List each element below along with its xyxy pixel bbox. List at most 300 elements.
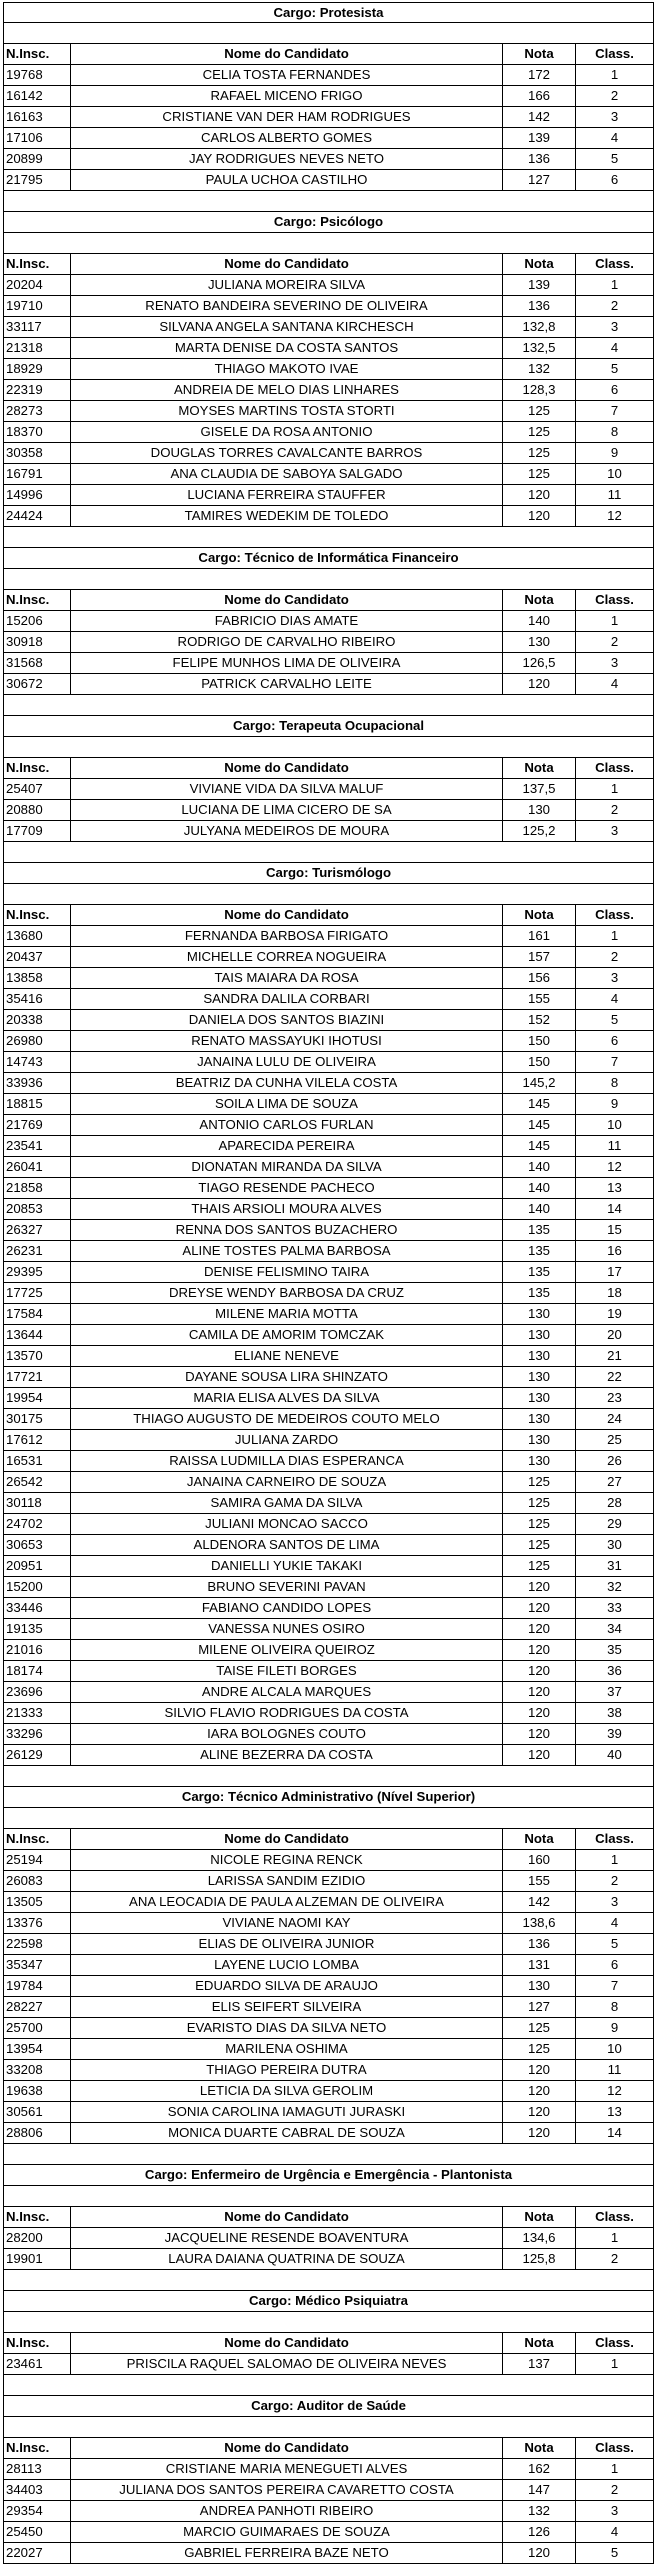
nota-cell: 145 [502,1115,575,1135]
classe-cell: 2 [575,2249,653,2269]
spacer-row [3,2186,654,2207]
nome-cell: PAULA UCHOA CASTILHO [70,170,502,190]
insc-cell: 17721 [6,1369,43,1384]
classe-cell: 3 [575,317,653,337]
candidate-row [3,1430,654,1451]
spacer-row [3,2270,654,2291]
insc-cell: 13505 [6,1894,43,1909]
nota-cell: 140 [502,1199,575,1219]
candidate-row [3,128,654,149]
nota-cell: 150 [502,1031,575,1051]
candidate-row [3,2081,654,2102]
nota-cell: 140 [502,611,575,631]
header-classe: Class. [575,254,653,274]
header-nome: Nome do Candidato [70,2438,502,2458]
nota-cell: 120 [502,2060,575,2080]
candidate-row [3,1955,654,1976]
nome-cell: MARTA DENISE DA COSTA SANTOS [70,338,502,358]
insc-cell: 26980 [6,1033,43,1048]
classe-cell: 5 [575,1934,653,1954]
nome-cell: LUCIANA FERREIRA STAUFFER [70,485,502,505]
insc-cell: 33117 [6,319,42,334]
nota-cell: 132 [502,359,575,379]
classe-cell: 5 [575,149,653,169]
nome-cell: ANA CLAUDIA DE SABOYA SALGADO [70,464,502,484]
classe-cell: 4 [575,1913,653,1933]
nome-cell: DAYANE SOUSA LIRA SHINZATO [70,1367,502,1387]
classe-cell: 35 [575,1640,653,1660]
nota-cell: 127 [502,1997,575,2017]
nota-cell: 120 [502,2081,575,2101]
classe-cell: 31 [575,1556,653,1576]
nome-cell: SANDRA DALILA CORBARI [70,989,502,1009]
nota-cell: 132,5 [502,338,575,358]
classe-cell: 34 [575,1619,653,1639]
spacer-row [3,2312,654,2333]
insc-cell: 24702 [6,1516,43,1531]
classe-cell: 1 [575,275,653,295]
candidate-row [3,1115,654,1136]
nome-cell: SAMIRA GAMA DA SILVA [70,1493,502,1513]
header-nome: Nome do Candidato [70,2207,502,2227]
candidate-row [3,2480,654,2501]
nome-cell: RODRIGO DE CARVALHO RIBEIRO [70,632,502,652]
candidate-row [3,485,654,506]
classe-cell: 12 [575,506,653,526]
nome-cell: LETICIA DA SILVA GEROLIM [70,2081,502,2101]
insc-cell: 30653 [6,1537,43,1552]
candidate-row [3,2543,654,2564]
candidate-row [3,317,654,338]
insc-cell: 17725 [6,1285,43,1300]
candidate-row [3,1409,654,1430]
nota-cell: 120 [502,485,575,505]
header-insc: N.Insc. [6,1831,50,1846]
nota-cell: 130 [502,1409,575,1429]
insc-cell: 21858 [6,1180,43,1195]
nome-cell: LARISSA SANDIM EZIDIO [70,1871,502,1891]
candidate-row [3,2228,654,2249]
classe-cell: 37 [575,1682,653,1702]
insc-cell: 20204 [6,277,43,292]
insc-cell: 17612 [6,1432,43,1447]
nota-cell: 120 [502,1682,575,1702]
classe-cell: 9 [575,443,653,463]
insc-cell: 23461 [6,2356,43,2371]
classe-cell: 11 [575,1136,653,1156]
insc-cell: 30561 [6,2104,43,2119]
candidate-row [3,1388,654,1409]
classe-cell: 7 [575,1052,653,1072]
candidate-row [3,821,654,842]
nome-cell: RAISSA LUDMILLA DIAS ESPERANCA [70,1451,502,1471]
nome-cell: GABRIEL FERREIRA BAZE NETO [70,2543,502,2563]
nome-cell: ELIANE NENEVE [70,1346,502,1366]
nota-cell: 120 [502,1640,575,1660]
cargo-title: Cargo: Protesista [3,2,654,23]
nota-cell: 172 [502,65,575,85]
nome-cell: ANDRE ALCALA MARQUES [70,1682,502,1702]
insc-cell: 14743 [6,1054,43,1069]
header-classe: Class. [575,590,653,610]
insc-cell: 35347 [6,1957,43,1972]
nome-cell: DREYSE WENDY BARBOSA DA CRUZ [70,1283,502,1303]
spacer-row [3,842,654,863]
nome-cell: MICHELLE CORREA NOGUEIRA [70,947,502,967]
header-insc: N.Insc. [6,760,50,775]
nota-cell: 136 [502,296,575,316]
nome-cell: JANAINA LULU DE OLIVEIRA [70,1052,502,1072]
nota-cell: 125 [502,1535,575,1555]
header-insc: N.Insc. [6,2335,50,2350]
candidate-row [3,611,654,632]
nome-cell: APARECIDA PEREIRA [70,1136,502,1156]
nome-cell: RENNA DOS SANTOS BUZACHERO [70,1220,502,1240]
nome-cell: ELIAS DE OLIVEIRA JUNIOR [70,1934,502,1954]
nota-cell: 125 [502,2018,575,2038]
header-classe: Class. [575,2207,653,2227]
header-nota: Nota [502,254,575,274]
classe-cell: 23 [575,1388,653,1408]
classe-cell: 4 [575,2522,653,2542]
spacer-row [3,1766,654,1787]
nome-cell: SILVANA ANGELA SANTANA KIRCHESCH [70,317,502,337]
candidate-row [3,2123,654,2144]
nome-cell: MARCIO GUIMARAES DE SOUZA [70,2522,502,2542]
nome-cell: LUCIANA DE LIMA CICERO DE SA [70,800,502,820]
nome-cell: GISELE DA ROSA ANTONIO [70,422,502,442]
insc-cell: 17106 [6,130,43,145]
insc-cell: 23696 [6,1684,43,1699]
insc-cell: 30358 [6,445,43,460]
candidate-row [3,296,654,317]
nota-cell: 130 [502,800,575,820]
classe-cell: 3 [575,968,653,988]
nota-cell: 140 [502,1178,575,1198]
nome-cell: JULIANI MONCAO SACCO [70,1514,502,1534]
insc-cell: 22598 [6,1936,43,1951]
classe-cell: 4 [575,989,653,1009]
nota-cell: 125 [502,422,575,442]
classe-cell: 4 [575,674,653,694]
header-nota: Nota [502,758,575,778]
insc-cell: 26231 [6,1243,43,1258]
candidate-row [3,1178,654,1199]
classe-cell: 38 [575,1703,653,1723]
insc-cell: 15206 [6,613,43,628]
nome-cell: THIAGO MAKOTO IVAE [70,359,502,379]
header-insc: N.Insc. [6,46,50,61]
nome-cell: PRISCILA RAQUEL SALOMAO DE OLIVEIRA NEVES [70,2354,502,2374]
nome-cell: JACQUELINE RESENDE BOAVENTURA [70,2228,502,2248]
nome-cell: FERNANDA BARBOSA FIRIGATO [70,926,502,946]
insc-cell: 21769 [6,1117,43,1132]
candidate-row [3,1073,654,1094]
insc-cell: 25450 [6,2524,43,2539]
nome-cell: LAURA DAIANA QUATRINA DE SOUZA [70,2249,502,2269]
nota-cell: 125,2 [502,821,575,841]
candidate-row [3,1976,654,1997]
insc-cell: 28273 [6,403,43,418]
nota-cell: 120 [502,1661,575,1681]
nome-cell: TAIS MAIARA DA ROSA [70,968,502,988]
classe-cell: 19 [575,1304,653,1324]
header-row [3,590,654,611]
nome-cell: DOUGLAS TORRES CAVALCANTE BARROS [70,443,502,463]
nome-cell: ALDENORA SANTOS DE LIMA [70,1535,502,1555]
insc-cell: 19784 [6,1978,43,1993]
classe-cell: 2 [575,296,653,316]
nota-cell: 155 [502,989,575,1009]
candidate-row [3,1283,654,1304]
cargo-title: Cargo: Psicólogo [3,212,654,233]
insc-cell: 19901 [6,2251,43,2266]
nota-cell: 120 [502,1619,575,1639]
classe-cell: 20 [575,1325,653,1345]
insc-cell: 14996 [6,487,43,502]
nota-cell: 156 [502,968,575,988]
nota-cell: 139 [502,128,575,148]
insc-cell: 16791 [6,466,43,481]
header-nota: Nota [502,590,575,610]
nota-cell: 130 [502,1430,575,1450]
nota-cell: 120 [502,2102,575,2122]
classe-cell: 39 [575,1724,653,1744]
nota-cell: 135 [502,1262,575,1282]
nota-cell: 125 [502,1514,575,1534]
nome-cell: MARIA ELISA ALVES DA SILVA [70,1388,502,1408]
candidate-row [3,1724,654,1745]
nome-cell: RENATO MASSAYUKI IHOTUSI [70,1031,502,1051]
nota-cell: 145 [502,1136,575,1156]
nome-cell: CAMILA DE AMORIM TOMCZAK [70,1325,502,1345]
header-row [3,1829,654,1850]
nota-cell: 120 [502,1703,575,1723]
nota-cell: 120 [502,506,575,526]
nota-cell: 130 [502,1304,575,1324]
classe-cell: 9 [575,1094,653,1114]
classe-cell: 15 [575,1220,653,1240]
classe-cell: 6 [575,1031,653,1051]
nota-cell: 130 [502,1976,575,1996]
candidate-row [3,506,654,527]
insc-cell: 22027 [6,2545,43,2560]
classe-cell: 6 [575,1955,653,1975]
candidate-row [3,86,654,107]
spacer-row [3,1808,654,1829]
insc-cell: 28227 [6,1999,43,2014]
nota-cell: 136 [502,149,575,169]
nome-cell: RAFAEL MICENO FRIGO [70,86,502,106]
classe-cell: 33 [575,1598,653,1618]
candidate-row [3,1346,654,1367]
nome-cell: ANDREA PANHOTI RIBEIRO [70,2501,502,2521]
spacer-row [3,2144,654,2165]
insc-cell: 29354 [6,2503,43,2518]
header-nome: Nome do Candidato [70,590,502,610]
insc-cell: 19954 [6,1390,43,1405]
nome-cell: ANA LEOCADIA DE PAULA ALZEMAN DE OLIVEIRA [70,1892,502,1912]
insc-cell: 33446 [6,1600,43,1615]
candidate-row [3,422,654,443]
nome-cell: NICOLE REGINA RENCK [70,1850,502,1870]
insc-cell: 13570 [6,1348,43,1363]
nota-cell: 145 [502,1094,575,1114]
insc-cell: 13376 [6,1915,43,1930]
spacer-row [3,233,654,254]
candidate-row [3,1262,654,1283]
spacer-row [3,695,654,716]
nota-cell: 120 [502,674,575,694]
nome-cell: JULIANA MOREIRA SILVA [70,275,502,295]
candidate-row [3,65,654,86]
classe-cell: 3 [575,653,653,673]
nota-cell: 160 [502,1850,575,1870]
classe-cell: 26 [575,1451,653,1471]
insc-cell: 28200 [6,2230,43,2245]
nota-cell: 135 [502,1220,575,1240]
spacer-row [3,2375,654,2396]
nome-cell: VIVIANE VIDA DA SILVA MALUF [70,779,502,799]
insc-cell: 18815 [6,1096,43,1111]
classe-cell: 6 [575,170,653,190]
insc-cell: 33936 [6,1075,43,1090]
spacer-row [3,2417,654,2438]
candidate-row [3,2060,654,2081]
classe-cell: 8 [575,1997,653,2017]
insc-cell: 19135 [6,1621,43,1636]
insc-cell: 13858 [6,970,43,985]
nome-cell: LAYENE LUCIO LOMBA [70,1955,502,1975]
candidate-row [3,2249,654,2270]
classe-cell: 29 [575,1514,653,1534]
nome-cell: CARLOS ALBERTO GOMES [70,128,502,148]
nota-cell: 137 [502,2354,575,2374]
nota-cell: 131 [502,1955,575,1975]
classe-cell: 21 [575,1346,653,1366]
nome-cell: MARILENA OSHIMA [70,2039,502,2059]
nota-cell: 142 [502,107,575,127]
header-row [3,2438,654,2459]
spacer-row [3,527,654,548]
classe-cell: 3 [575,821,653,841]
classe-cell: 18 [575,1283,653,1303]
spacer-row [3,23,654,44]
header-nome: Nome do Candidato [70,905,502,925]
nome-cell: ANTONIO CARLOS FURLAN [70,1115,502,1135]
insc-cell: 20899 [6,151,43,166]
nome-cell: CELIA TOSTA FERNANDES [70,65,502,85]
cargo-title: Cargo: Terapeuta Ocupacional [3,716,654,737]
header-classe: Class. [575,758,653,778]
header-insc: N.Insc. [6,256,50,271]
candidate-row [3,380,654,401]
nome-cell: DANIELLI YUKIE TAKAKI [70,1556,502,1576]
header-row [3,905,654,926]
nota-cell: 137,5 [502,779,575,799]
nome-cell: JULIANA DOS SANTOS PEREIRA CAVARETTO COSTA [70,2480,502,2500]
nome-cell: PATRICK CARVALHO LEITE [70,674,502,694]
nome-cell: RENATO BANDEIRA SEVERINO DE OLIVEIRA [70,296,502,316]
nota-cell: 155 [502,1871,575,1891]
classe-cell: 2 [575,800,653,820]
classe-cell: 12 [575,2081,653,2101]
candidate-row [3,2039,654,2060]
classe-cell: 25 [575,1430,653,1450]
classe-cell: 28 [575,1493,653,1513]
cargo-title: Cargo: Técnico Administrativo (Nível Superior) [3,1787,654,1808]
nome-cell: MILENE OLIVEIRA QUEIROZ [70,1640,502,1660]
nome-cell: ANDREIA DE MELO DIAS LINHARES [70,380,502,400]
nota-cell: 132 [502,2501,575,2521]
nome-cell: TIAGO RESENDE PACHECO [70,1178,502,1198]
classe-cell: 2 [575,632,653,652]
candidate-row [3,1304,654,1325]
results-sheet [3,2,654,2564]
insc-cell: 24424 [6,508,43,523]
classe-cell: 1 [575,779,653,799]
candidate-row [3,1997,654,2018]
insc-cell: 31568 [6,655,43,670]
insc-cell: 13644 [6,1327,43,1342]
spacer-row [3,569,654,590]
candidate-row [3,149,654,170]
nota-cell: 120 [502,1598,575,1618]
nota-cell: 135 [502,1241,575,1261]
header-classe: Class. [575,905,653,925]
nome-cell: TAISE FILETI BORGES [70,1661,502,1681]
nome-cell: ALINE BEZERRA DA COSTA [70,1745,502,1765]
spacer-row [3,884,654,905]
classe-cell: 1 [575,1850,653,1870]
cargo-title: Cargo: Médico Psiquiatra [3,2291,654,2312]
header-insc: N.Insc. [6,2440,50,2455]
header-insc: N.Insc. [6,907,50,922]
insc-cell: 23541 [6,1138,43,1153]
insc-cell: 30175 [6,1411,43,1426]
candidate-row [3,926,654,947]
classe-cell: 17 [575,1262,653,1282]
header-nota: Nota [502,2438,575,2458]
nome-cell: VIVIANE NAOMI KAY [70,1913,502,1933]
insc-cell: 30672 [6,676,43,691]
candidate-row [3,1934,654,1955]
candidate-row [3,1745,654,1766]
nome-cell: CRISTIANE VAN DER HAM RODRIGUES [70,107,502,127]
header-classe: Class. [575,1829,653,1849]
candidate-row [3,1367,654,1388]
nome-cell: SONIA CAROLINA IAMAGUTI JURASKI [70,2102,502,2122]
nota-cell: 136 [502,1934,575,1954]
candidate-row [3,653,654,674]
header-classe: Class. [575,44,653,64]
nota-cell: 135 [502,1283,575,1303]
header-row [3,254,654,275]
header-nota: Nota [502,2207,575,2227]
nota-cell: 120 [502,2123,575,2143]
candidate-row [3,1220,654,1241]
classe-cell: 7 [575,401,653,421]
classe-cell: 22 [575,1367,653,1387]
nome-cell: MONICA DUARTE CABRAL DE SOUZA [70,2123,502,2143]
nota-cell: 130 [502,1325,575,1345]
nota-cell: 162 [502,2459,575,2479]
insc-cell: 19768 [6,67,43,82]
candidate-row [3,1556,654,1577]
candidate-row [3,1031,654,1052]
header-classe: Class. [575,2438,653,2458]
spacer-row [3,737,654,758]
